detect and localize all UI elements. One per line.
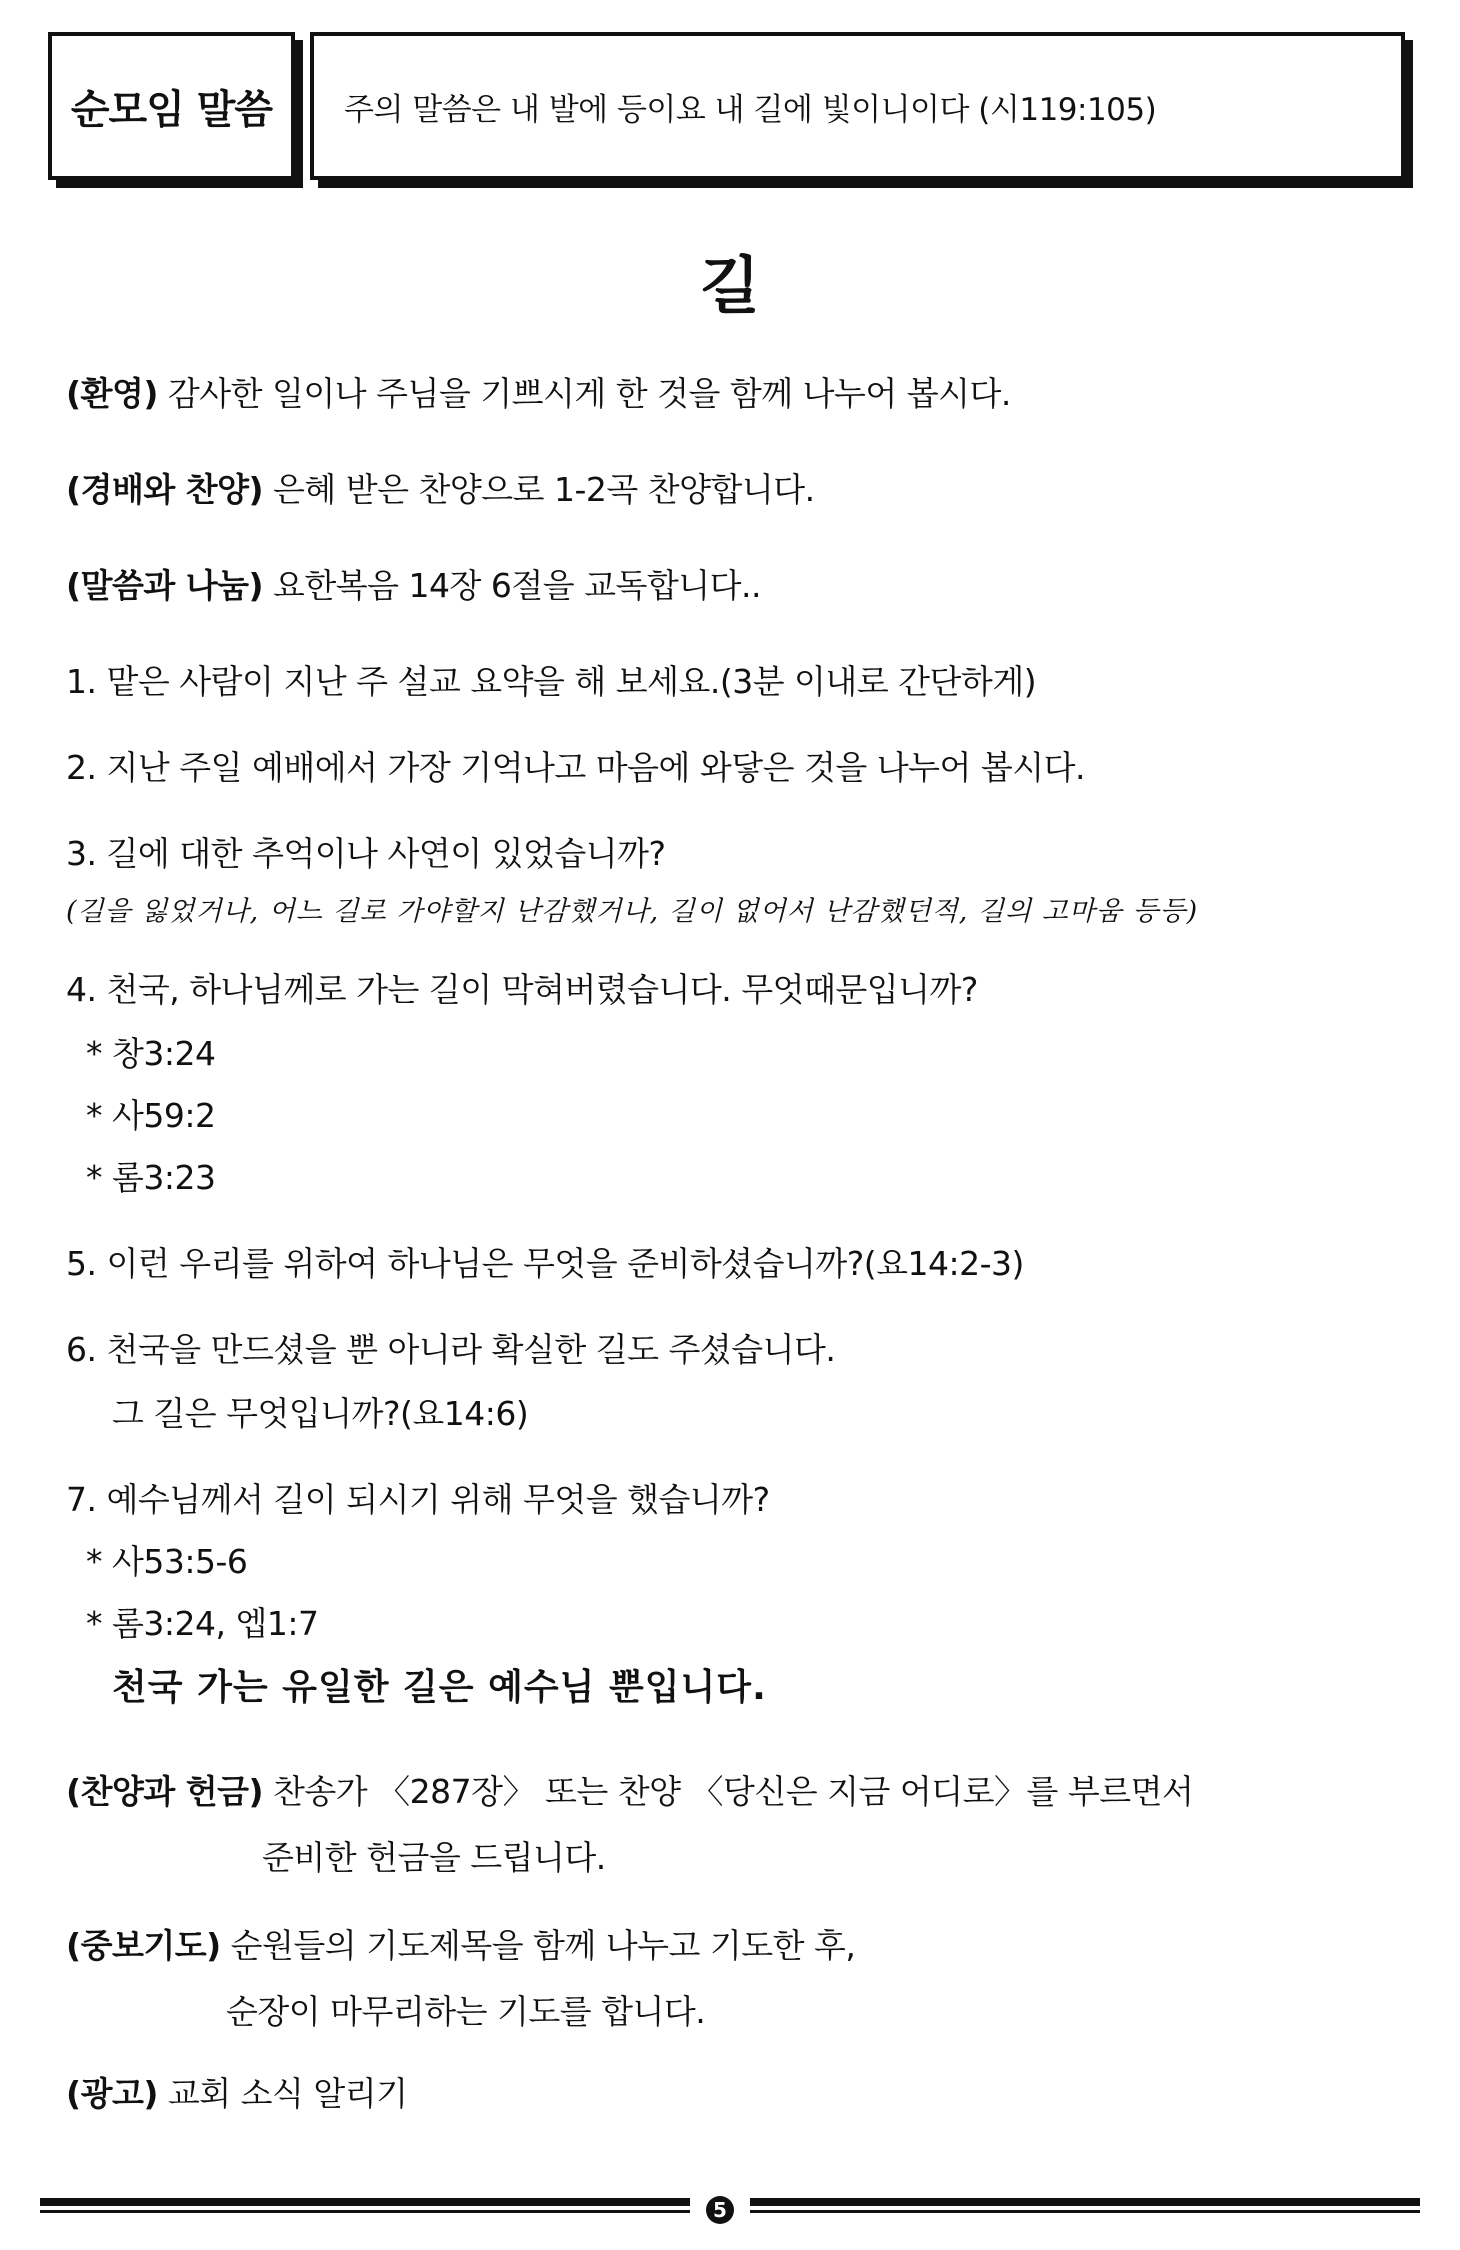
question-5: 5. 이런 우리를 위하여 하나님은 무엇을 준비하셨습니까?(요14:2-3) (66, 1244, 1024, 1283)
section-word (66, 564, 761, 608)
question-1: 1. 맡은 사람이 지난 주 설교 요약을 해 보세요.(3분 이내로 간단하게) (66, 662, 1037, 701)
section-text: 은혜 받은 찬양으로 1-2곡 찬양합니다. (263, 470, 815, 509)
footer-rule-right-thick (750, 2198, 1420, 2206)
section-notice (66, 2072, 408, 2116)
question-7-ref: * 롬3:24, 엡1:7 (86, 1604, 319, 1643)
section-tag: (환영) (66, 374, 158, 413)
section-offering-line2: 준비한 헌금을 드립니다. (262, 1838, 606, 1877)
question-2: 2. 지난 주일 예배에서 가장 기억나고 마음에 와닿은 것을 나누어 봅시다. (66, 748, 1085, 787)
page-title: 길 (700, 249, 760, 322)
question-3-note: (길을 잃었거나, 어느 길로 가야할지 난감했거나, 길이 없어서 난감했던적, 길의 고마움 등등) (66, 896, 1199, 927)
section-text: 감사한 일이나 주님을 기쁘시게 한 것을 함께 나누어 봅시다. (157, 374, 1011, 413)
question-7: 7. 예수님께서 길이 되시기 위해 무엇을 했습니까? (66, 1480, 770, 1519)
section-text: 찬송가 〈287장〉 또는 찬양 〈당신은 지금 어디로〉를 부르면서 (263, 1772, 1194, 1811)
question-7-ref: * 사53:5-6 (86, 1542, 248, 1581)
question-4-ref: * 롬3:23 (86, 1158, 216, 1197)
emphasis-statement: 천국 가는 유일한 길은 예수님 뿐입니다. (112, 1667, 767, 1708)
section-tag: (말씀과 나눔) (66, 566, 264, 605)
header-label-box (48, 32, 295, 180)
section-worship (66, 468, 815, 512)
question-3: 3. 길에 대한 추억이나 사연이 있었습니까? (66, 834, 666, 873)
section-tag: (찬양과 헌금) (66, 1772, 264, 1811)
question-4: 4. 천국, 하나님께로 가는 길이 막혀버렸습니다. 무엇때문입니까? (66, 970, 978, 1009)
header-verse-box (310, 32, 1405, 180)
section-prayer-line2: 순장이 마무리하는 기도를 합니다. (226, 1992, 706, 2031)
section-tag: (중보기도) (66, 1926, 221, 1965)
question-4-ref: * 사59:2 (86, 1096, 216, 1135)
question-4-ref: * 창3:24 (86, 1034, 216, 1073)
footer-rule (40, 2196, 1420, 2224)
question-6-line2: 그 길은 무엇입니까?(요14:6) (112, 1394, 529, 1433)
section-prayer (66, 1924, 855, 1968)
section-tag: (광고) (66, 2074, 158, 2113)
question-6: 6. 천국을 만드셨을 뿐 아니라 확실한 길도 주셨습니다. (66, 1330, 836, 1369)
header-verse: 주의 말씀은 내 발에 등이요 내 길에 빛이니이다 (시119:105) (344, 91, 1157, 128)
section-text: 요한복음 14장 6절을 교독합니다.. (263, 566, 762, 605)
section-text: 교회 소식 알리기 (157, 2074, 408, 2113)
section-offering (66, 1770, 1193, 1814)
section-text: 순원들의 기도제목을 함께 나누고 기도한 후, (220, 1926, 856, 1965)
page-number: 5 (706, 2196, 734, 2224)
section-welcome (66, 372, 1011, 416)
section-tag: (경배와 찬양) (66, 470, 264, 509)
header-label: 순모임 말씀 (70, 86, 273, 133)
footer-rule-right-thin (750, 2210, 1420, 2213)
footer-rule-left-thin (40, 2210, 690, 2213)
footer-rule-left-thick (40, 2198, 690, 2206)
